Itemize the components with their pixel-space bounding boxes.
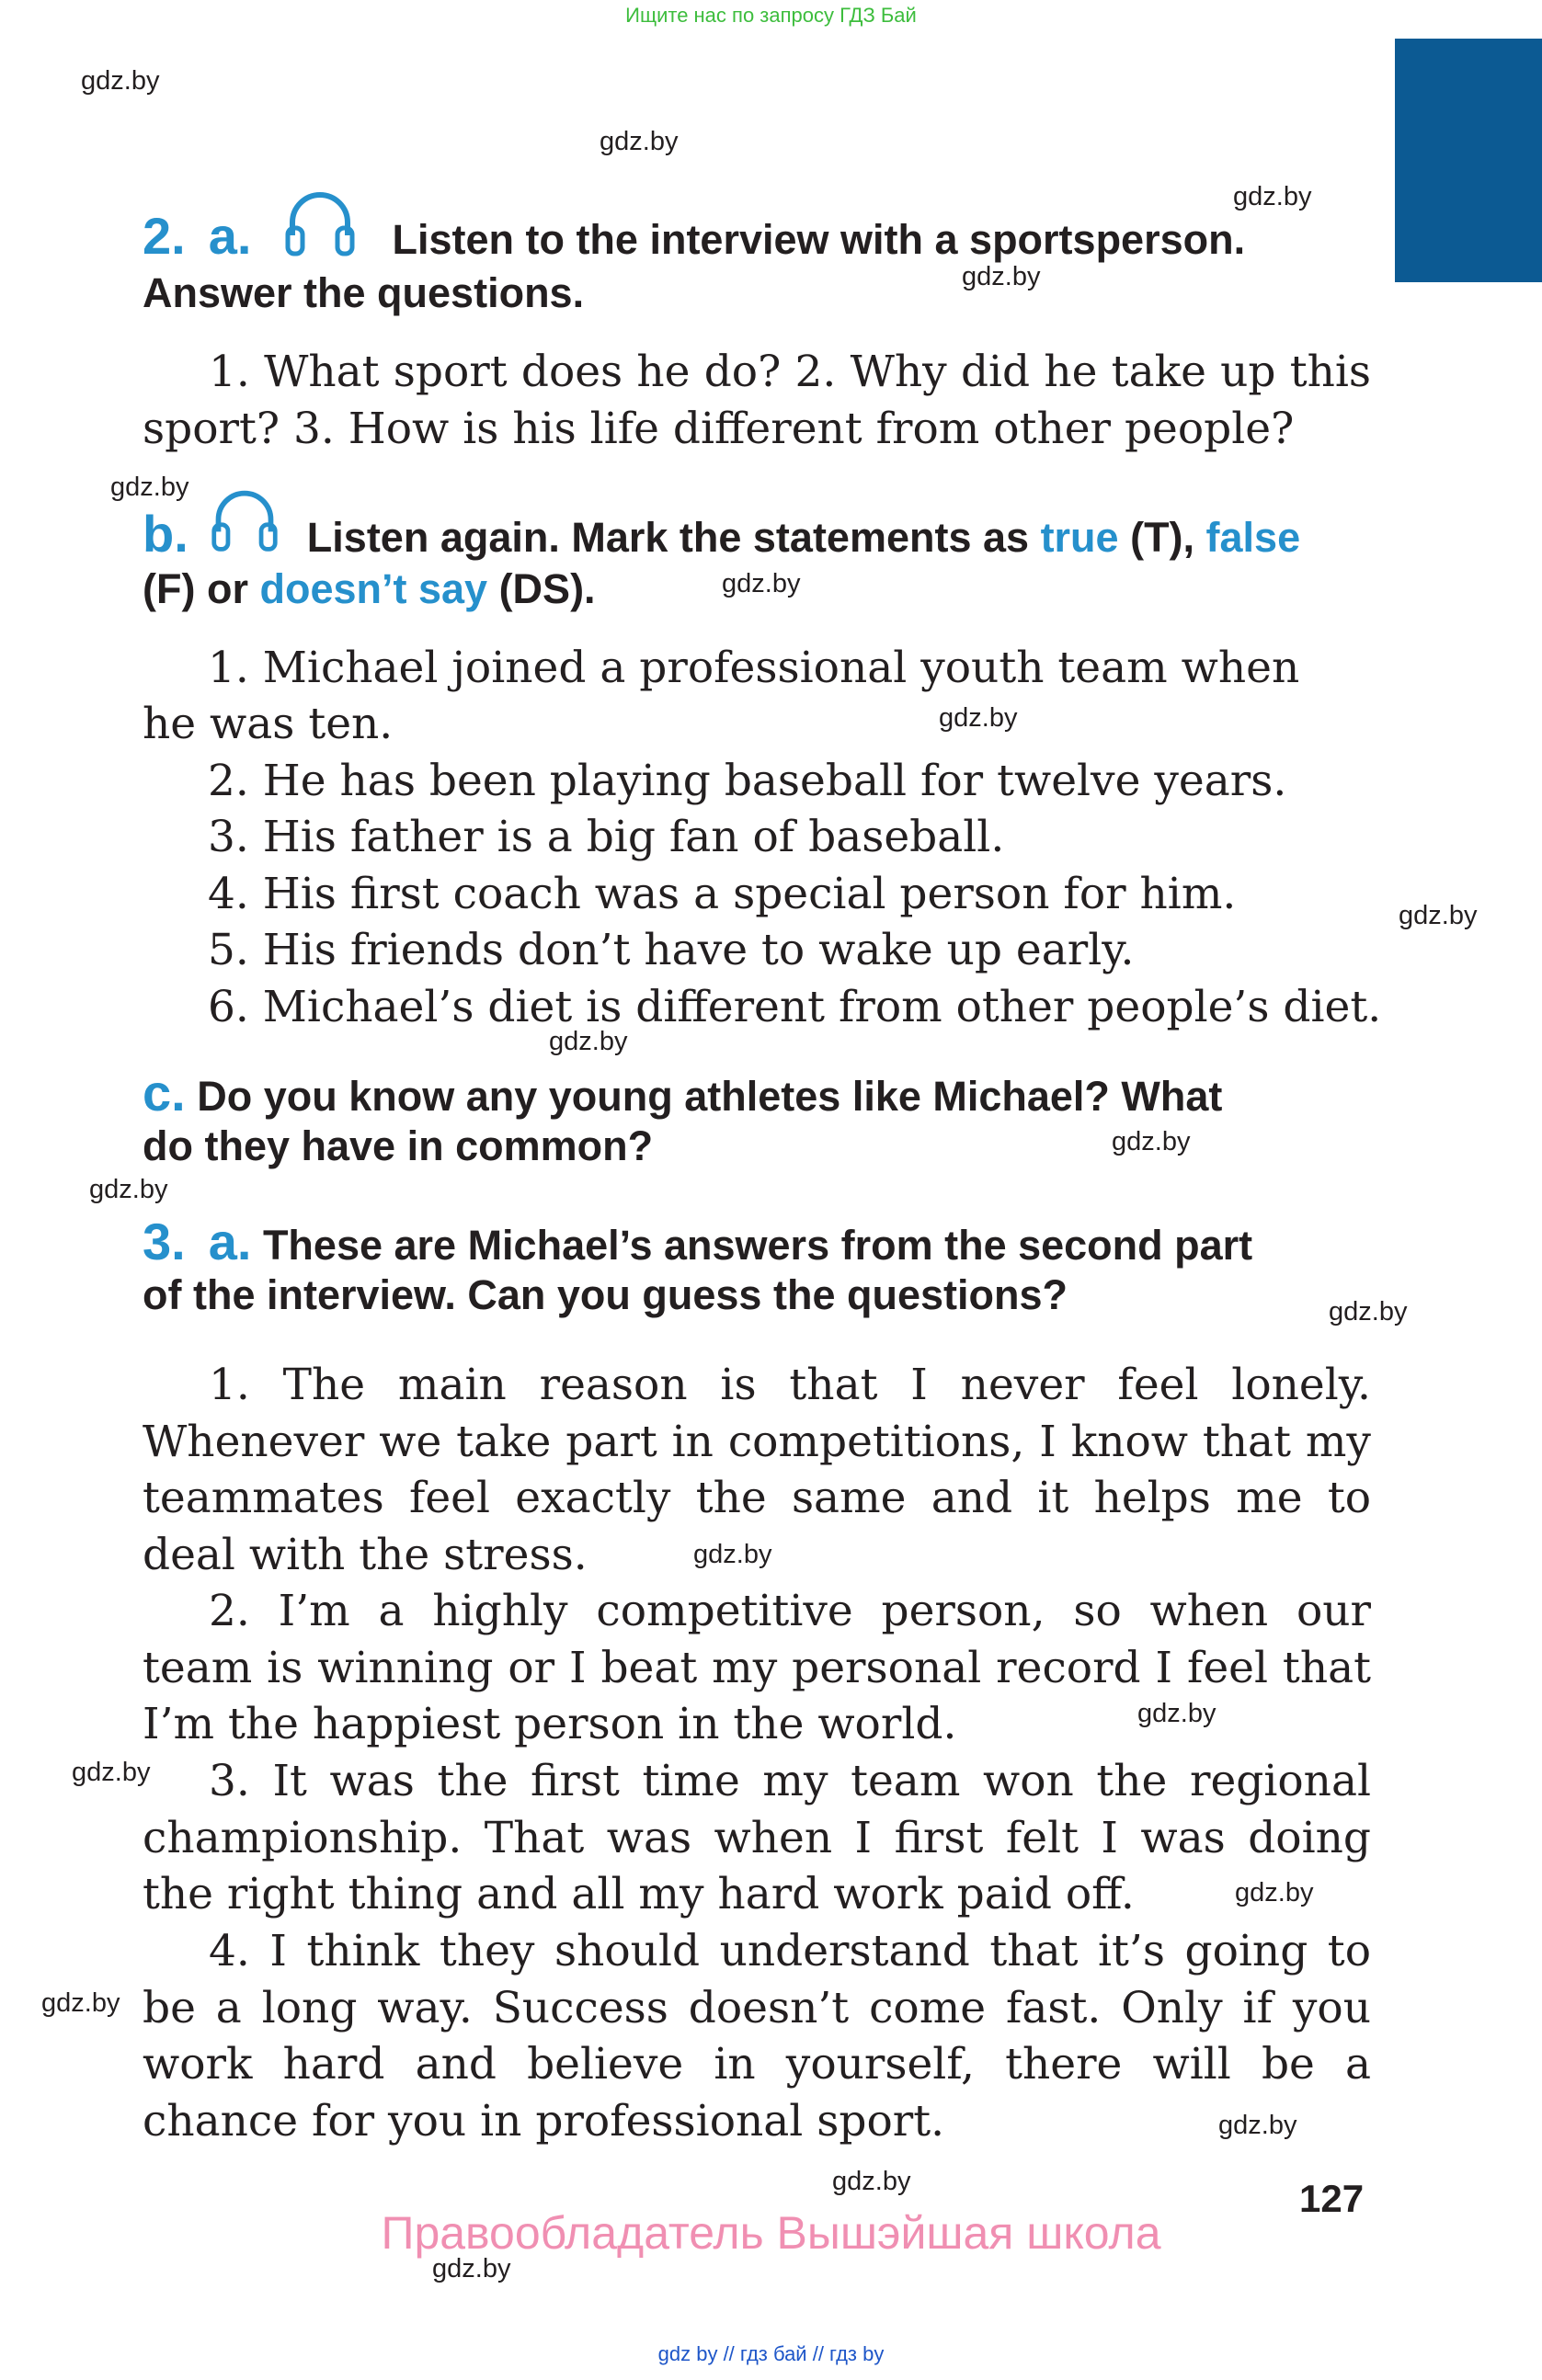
watermark: gdz.by [939, 703, 1018, 733]
false-abbr: (F) or [143, 565, 260, 612]
watermark: gdz.by [600, 127, 679, 156]
watermark: gdz.by [81, 66, 160, 96]
answer-paragraph [143, 1357, 1371, 1583]
doesnt-say-keyword: doesn’t say [259, 565, 488, 612]
watermark: gdz.by [1399, 901, 1478, 930]
top-banner[interactable]: Ищите нас по запросу ГДЗ Бай [625, 4, 917, 27]
watermark: gdz.by [722, 569, 801, 598]
answer-paragraph [143, 1753, 1371, 1923]
exercise-2a-line2: Answer the questions. [143, 269, 585, 316]
exercise-3a-heading [143, 1215, 1371, 1272]
exercise-letter: c. [143, 1064, 186, 1122]
exercise-2c-line1: Do you know any young athletes like Michael? What [197, 1073, 1223, 1120]
watermark: gdz.by [1233, 182, 1312, 211]
watermark: gdz.by [1137, 1699, 1216, 1728]
false-keyword: false [1205, 514, 1301, 561]
true-abbr: (T), [1118, 514, 1206, 561]
watermark: gdz.by [1112, 1127, 1191, 1156]
watermark: gdz.by [1329, 1297, 1408, 1327]
instruction-text: Listen again. Mark the statements as [306, 514, 1041, 561]
answer-text: 4. I think they should understand that it’s going to be a long way. Success doesn’t come fast. Only if you work hard and believe in yourself, there will be a chance for you in professional sport. [143, 1926, 1371, 2147]
watermark: gdz.by [41, 1988, 120, 2018]
exercise-letter: a. [208, 1213, 252, 1270]
answer-text: 3. It was the first time my team won the regional championship. That was when I first felt I was doing the right thing and all my hard work paid off. [143, 1756, 1371, 1919]
exercise-letter: a. [208, 207, 252, 265]
watermark: gdz.by [693, 1540, 772, 1569]
true-keyword: true [1040, 514, 1119, 561]
ds-abbr: (DS). [487, 565, 596, 612]
statement-line: 2. He has been playing baseball for twelve years. [208, 756, 1287, 806]
page-number: 127 [1299, 2177, 1365, 2220]
answer-paragraph [143, 1923, 1371, 2149]
exercise-2b-line2 [143, 563, 1371, 616]
watermark: gdz.by [1235, 1878, 1314, 1907]
exercise-2a-line1: Listen to the interview with a sportsperson. [392, 216, 1246, 263]
exercise-number: 2. [143, 207, 186, 265]
answer-paragraph [143, 1583, 1371, 1753]
exercise-2a-questions [143, 344, 1371, 457]
exercise-3a-line1: These are Michael’s answers from the second part [262, 1222, 1253, 1269]
exercise-3a-line2: of the interview. Can you guess the questions? [143, 1271, 1068, 1318]
watermark: gdz.by [1218, 2111, 1297, 2140]
watermark: gdz.by [549, 1027, 628, 1056]
statement-line: 6. Michael’s diet is different from other people’s diet. [208, 982, 1382, 1032]
exercise-letter: b. [143, 505, 188, 563]
exercise-2c-line2: do they have in common? [143, 1122, 654, 1169]
headphones-icon [210, 489, 280, 553]
questions-text: 1. What sport does he do? 2. Why did he take up this sport? 3. How is his life different from other people? [143, 347, 1371, 454]
watermark: gdz.by [72, 1758, 151, 1787]
statement-line: 1. Michael joined a professional youth team when [208, 643, 1300, 693]
page-tab [1395, 39, 1542, 282]
answer-text: 2. I’m a highly competitive person, so when our team is winning or I beat my personal record I feel that I’m the happiest person in the world. [143, 1586, 1371, 1749]
watermark: gdz.by [432, 2254, 511, 2283]
watermark: gdz.by [962, 262, 1041, 291]
headphones-icon [283, 191, 357, 257]
exercise-2c-heading [143, 1066, 1371, 1123]
statement-line: 5. His friends don’t have to wake up early. [208, 925, 1135, 975]
watermark: gdz.by [832, 2167, 911, 2196]
answer-text: 1. The main reason is that I never feel lonely. Whenever we take part in competitions, I know that my teammates feel exactly the same and it helps me to deal with the stress. [143, 1360, 1371, 1580]
copyright-notice: Правообладатель Вышэйшая школа [381, 2207, 1161, 2259]
statement-line: he was ten. [143, 699, 394, 749]
watermark: gdz.by [89, 1175, 168, 1204]
exercise-2b-heading [143, 507, 1371, 564]
watermark: gdz.by [110, 473, 189, 502]
footer-links[interactable]: gdz by // гдз бай // гдз by [657, 2342, 885, 2365]
statement-line: 3. His father is a big fan of baseball. [208, 812, 1005, 862]
statement-line: 4. His first coach was a special person for him. [208, 869, 1237, 919]
exercise-number: 3. [143, 1213, 186, 1270]
